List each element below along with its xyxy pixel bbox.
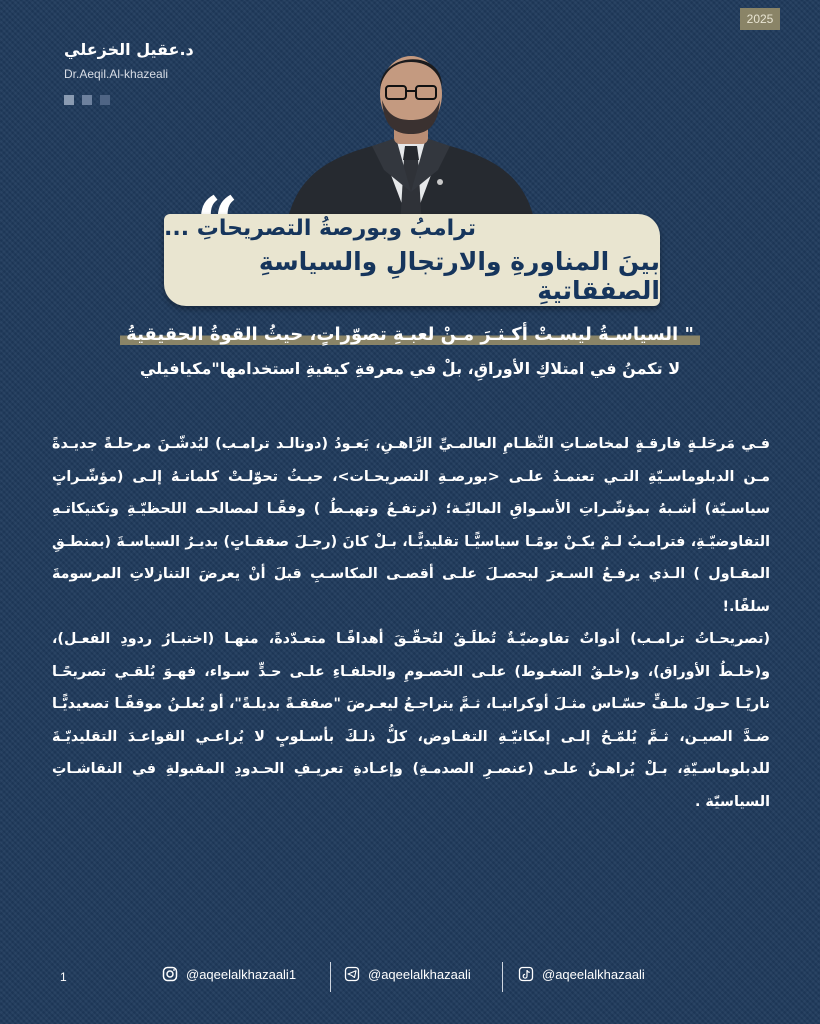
article-body bbox=[52, 428, 770, 818]
telegram-handle[interactable] bbox=[344, 966, 471, 982]
decorative-dots bbox=[64, 95, 194, 105]
epigraph-line-2: لا تكمنُ في امتلاكِ الأوراقِ، بلْ في معرفةِ كيفيةِ استخدامها"مكيافيلي bbox=[139, 359, 681, 378]
title-line-1: ترامبُ وبورصةُ التصريحاتِ ... bbox=[164, 215, 477, 241]
body-paragraph-1: فـي مَرحَلـةٍ فارقـةٍ لمخاضـاتِ النِّظـامِ العالمـيِّ الرَّاهـنِ، يَعـودُ (دونالـد ترامـب) ليُدشّـنَ مرحلـةً جديـدةً مـن الدبلوماسـيّةِ التـي تعتمـدُ علـى <بورصـةِ التصريحـات>، حيـثُ تحوّلـتْ كلماتـهُ إلـى (مؤشّـراتٍ سياسـيّة) أشـبهُ بمؤشّـراتِ الأسـواقِ الماليّـة؛ (ترتفـعُ وتهبـطُ ) وفقًـا لمصالحـه اللحظيّـةِ وتكتيكاتـهِ التفاوضيّـةِ، فترامـبُ لـمْ يكـنْ يومًـا سياسيًّـا تقليديًّـا، بـلْ كانَ (رجـلَ صفقـاتٍ) يديـرُ السياسـةَ (بمنطـقِ المقـاول ) الـذي يرفـعُ السـعرَ ليحصـلَ علـى أقصـى المكاسـبِ قبلَ أنْ يعرضَ التنازلاتِ المرسومةَ سلفًا.! bbox=[52, 436, 770, 615]
body-paragraph-2: (تصريحـاتُ ترامـب) أدواتٌ تفاوضيّـةٌ تُطلَـقُ لتُحقّـقَ أهدافًـا متعـدّدةً، منهـا (اختبـارُ ردودِ الفعـل)، و(خلـطُ الأوراق)، و(خلـقُ الضغـوط) علـى الخصـومِ والحلفـاءِ علـى حـدٍّ سـواء، فهـوَ يُلقـي تصريحًـا ناريًـا حـولَ ملـفٍّ حسّـاس مثـلَ أوكرانيـا، ثـمَّ يتراجـعُ ليعـرضَ "صفقـةً بديلـةً"، أو يُعلـنُ موقفًـا تصعيديًّـا ضـدَّ الصيـن، ثـمَّ يُلمّـحُ إلـى إمكانيّـةِ التفـاوض، كلُّ ذلـكَ بأسـلوبٍ لا يُراعـي القواعـدَ التقليديّـةَ للدبلوماسـيّةِ، بـلْ يُراهـنُ علـى (عنصـرِ الصدمـةِ) وإعـادةِ تعريـفِ الحـدودِ المقبولةِ في النقاشـاتِ السياسيّة . bbox=[52, 631, 770, 810]
title-box bbox=[164, 214, 660, 306]
year-badge: 2025 bbox=[740, 8, 780, 30]
author-block bbox=[64, 40, 194, 105]
telegram-handle-text: @aqeelalkhazaali bbox=[368, 966, 471, 982]
instagram-handle-text: @aqeelalkhazaali1 bbox=[186, 966, 297, 982]
tiktok-icon bbox=[518, 966, 534, 982]
instagram-icon bbox=[162, 966, 178, 982]
epigraph-quote bbox=[60, 324, 760, 378]
title-line-2: بينَ المناورةِ والارتجالِ والسياسةِ الصفقاتيةِ bbox=[258, 246, 660, 305]
tiktok-handle-text: @aqeelalkhazaali bbox=[542, 966, 645, 982]
author-portrait bbox=[280, 42, 542, 228]
epigraph-line-1: " السياسـةُ ليسـتْ أكـثـرَ مـنْ لعبـةِ تصوّراتٍ، حيثُ القوةُ الحقيقيةُ bbox=[120, 324, 700, 345]
tiktok-handle[interactable] bbox=[518, 966, 645, 982]
footer-divider bbox=[330, 962, 331, 992]
telegram-icon bbox=[344, 966, 360, 982]
footer bbox=[0, 962, 820, 996]
author-name-english: Dr.Aeqil.Al-khazeali bbox=[64, 67, 169, 81]
page-number: 1 bbox=[60, 970, 67, 984]
footer-divider bbox=[502, 962, 503, 992]
author-name-arabic: د.عقيل الخزعلي bbox=[64, 40, 194, 59]
instagram-handle[interactable] bbox=[162, 966, 296, 982]
